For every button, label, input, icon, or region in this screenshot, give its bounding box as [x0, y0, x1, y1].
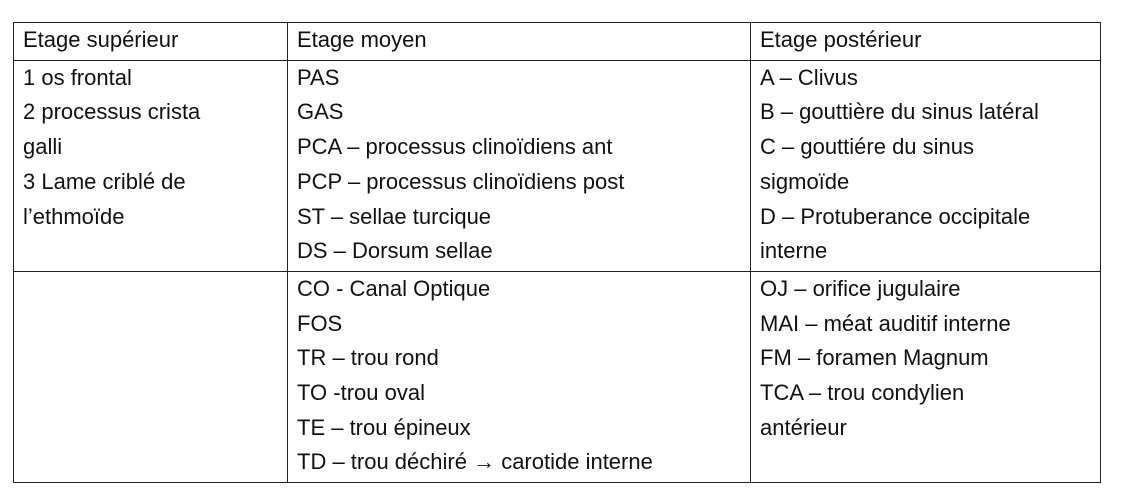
header-etage-moyen: Etage moyen	[288, 23, 751, 61]
cell-etage-posterieur-row2: OJ – orifice jugulaire MAI – méat auditif interne FM – foramen Magnum TCA – trou condylien antérieur	[751, 271, 1101, 482]
cell-etage-moyen-row1: PAS GAS PCA – processus clinoïdiens ant PCP – processus clinoïdiens post ST – sellae turcique DS – Dorsum sellae	[288, 60, 751, 271]
table-row	[14, 271, 1101, 482]
cell-etage-moyen-row2: CO - Canal Optique FOS TR – trou rond TO -trou oval TE – trou épineux TD – trou déchiré → carotide interne	[288, 271, 751, 482]
cell-etage-superieur-row2	[14, 271, 288, 482]
header-etage-superieur: Etage supérieur	[14, 23, 288, 61]
table-header-row	[14, 23, 1101, 61]
table-row	[14, 60, 1101, 271]
header-etage-posterieur: Etage postérieur	[751, 23, 1101, 61]
cell-etage-superieur-row1: 1 os frontal 2 processus crista galli 3 Lame criblé de l’ethmoïde	[14, 60, 288, 271]
anatomy-table	[13, 22, 1101, 483]
cell-etage-posterieur-row1: A – Clivus B – gouttière du sinus latéral C – gouttiére du sinus sigmoïde D – Protuberance occipitale interne	[751, 60, 1101, 271]
